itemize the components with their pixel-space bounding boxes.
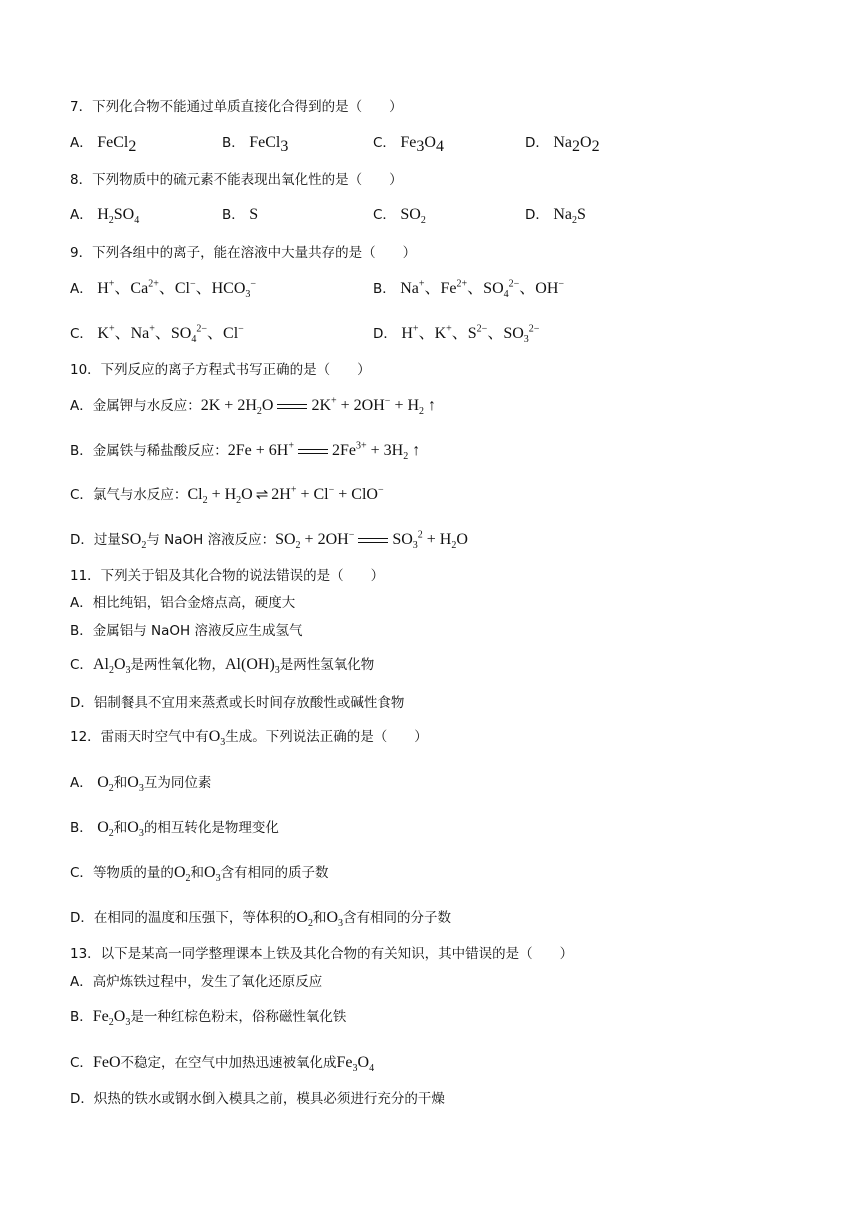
question-9-option-d[interactable]: D． H+、K+、$S^{2-}$、$SO_3^{2-}$ [373,323,540,346]
question-13-option-d[interactable]: D．炽热的铁水或钢水倒入模具之前，模具必须进行充分的干燥 [70,1091,445,1107]
question-7-stem: 7．下列化合物不能通过单质直接化合得到的是（ ） [70,99,403,115]
question-8-option-a[interactable]: A． $H_2SO_4$ [70,206,140,227]
question-11-option-d[interactable]: D．铝制餐具不宜用来蒸煮或长时间存放酸性或碱性食物 [70,695,405,711]
question-12-option-a[interactable]: A． $O_2$和$O_3$互为同位素 [70,774,212,795]
question-11-option-c[interactable]: C．$Al_2O_3$是两性氧化物，$Al(OH)_3$是两性氢氧化物 [70,656,375,677]
reversible-arrow-icon: ⇌ [255,487,269,503]
question-7-option-d[interactable]: D． $Na_2O_2$ [525,134,600,155]
question-11-option-b[interactable]: B．金属铝与 NaOH 溶液反应生成氢气 [70,623,303,639]
equals-sign-icon [358,538,388,543]
question-13-option-a[interactable]: A．高炉炼铁过程中，发生了氧化还原反应 [70,974,323,990]
question-12-option-d[interactable]: D．在相同的温度和压强下，等体积的$O_2$和$O_3$含有相同的分子数 [70,909,452,930]
question-12-option-c[interactable]: C．等物质的量的$O_2$和$O_3$含有相同的质子数 [70,864,329,885]
question-8-option-c[interactable]: C． $SO_2$ [373,206,426,227]
question-12-option-b[interactable]: B． $O_2$和$O_3$的相互转化是物理变化 [70,819,279,840]
question-9-option-a[interactable]: A． H+、$Ca^{2+}$、Cl−、$HCO_3^-$ [70,278,257,301]
question-10-option-a[interactable]: A．金属钾与水反应：$2K + 2H_2O$ $2K^+ + 2OH^- + H_2$ ↑ [70,395,437,418]
question-10-option-b[interactable]: B．金属铁与稀盐酸反应：2Fe + 6H+ $2Fe^{3+} + 3H_2$ ↑ [70,440,421,463]
question-9-option-b[interactable]: B． Na+、$Fe^{2+}$、$SO_4^{2-}$、OH− [373,278,565,301]
question-11-stem: 11．下列关于铝及其化合物的说法错误的是（ ） [70,568,385,584]
question-11-option-a[interactable]: A．相比纯铝，铝合金熔点高，硬度大 [70,595,296,611]
question-12-stem: 12．雷雨天时空气中有$O_3$生成。下列说法正确的是（ ） [70,728,428,749]
equals-sign-icon [277,404,307,409]
question-10-stem: 10．下列反应的离子方程式书写正确的是（ ） [70,362,371,378]
question-8-stem: 8．下列物质中的硫元素不能表现出氧化性的是（ ） [70,172,403,188]
question-8-option-d[interactable]: D． $Na_2S$ [525,206,586,227]
question-7-option-b[interactable]: B． FeCl$_3$ [222,134,289,155]
question-13-stem: 13．以下是某高一同学整理课本上铁及其化合物的有关知识，其中错误的是（ ） [70,946,574,962]
question-13-option-c[interactable]: C．FeO不稳定，在空气中加热迅速被氧化成$Fe_3O_4$ [70,1054,375,1075]
question-10-option-c[interactable]: C．氯气与水反应：$Cl_2 + H_2O$ ⇌ 2H+ + Cl− + ClO− [70,484,384,507]
question-10-option-d[interactable]: D．过量$SO_2$与 NaOH 溶液反应：$SO_2 + 2OH^-$ $SO_3^2 + H_2O$ [70,529,468,552]
equals-sign-icon [298,449,328,454]
question-7-option-c[interactable]: C． $Fe_3O_4$ [373,134,444,155]
question-7-option-a[interactable]: A． FeCl$_2$ [70,134,137,155]
question-9-option-c[interactable]: C． K+、Na+、$SO_4^{2-}$、Cl− [70,323,244,346]
question-9-stem: 9．下列各组中的离子，能在溶液中大量共存的是（ ） [70,245,417,261]
question-13-option-b[interactable]: B．$Fe_2O_3$是一种红棕色粉末，俗称磁性氧化铁 [70,1008,347,1029]
question-8-option-b[interactable]: B． S [222,206,259,223]
